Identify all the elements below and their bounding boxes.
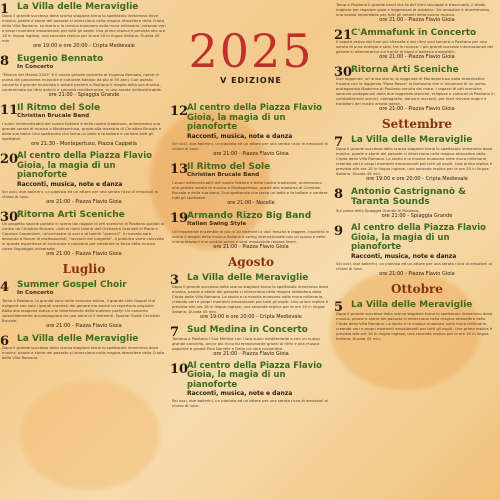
event-card xyxy=(0,2,168,50)
event-card xyxy=(334,135,500,183)
column-right xyxy=(334,0,500,345)
event-subtitle: Racconti, musica, note e danza xyxy=(187,132,293,140)
event-time-place: ore 21:00 - Piazza Flavio Gioia xyxy=(379,270,455,277)
event-description: Sei voci, due ballerini, un pianista ed un attore per una serata ricca di emozioni al chiaro di luna. xyxy=(336,260,492,271)
event-card xyxy=(334,65,500,113)
event-card xyxy=(170,211,332,251)
event-card xyxy=(334,28,500,61)
event-description: Dopo il grande successo della scorsa stagione torna lo spettacolo immersivo dove musica, parole e storie del passato si intrecciano nella magica atmosfera della Cripta della Villa Romana. La storia e la musica muovono nelle mura millenarie, creando veri e propri momenti emozionanti per tutti gli ospiti. Una prima replica è prevista alle ore 18 in lingua inglese, una seconda replica per le ore 20 in lingua italiana. Durata 45 min. xyxy=(172,283,329,314)
column-middle xyxy=(170,104,332,412)
event-day: 5 xyxy=(334,299,344,315)
event-subtitle: Christian Brucale Band xyxy=(17,113,90,119)
event-description: Sul palco della Spiaggia Grande di Positano. xyxy=(336,208,420,213)
event-time-place: ore 21:00 - Piazza Flavio Gioia xyxy=(379,54,455,60)
event-description: Dopo il grande successo della scorsa stagione torna lo spettacolo immersivo dove musica, parole e storie del passato si intrecciano nella magica atmosfera della Cripta della Villa Romana. La storia e la musica muovono nelle mura millenarie, creando veri e propri momenti emozionanti per tutti gli ospiti. Una prima replica è prevista alle ore 18 in lingua inglese, una seconda replica per le ore 20 in lingua italiana. Durata 45 min. xyxy=(336,310,493,341)
event-day: 10 xyxy=(170,361,189,377)
month-heading-luglio: Luglio xyxy=(62,261,106,276)
event-title: Armando Rizzo Big Band xyxy=(187,210,312,221)
event-time-place: ore 21:00 - Nocelle xyxy=(227,199,275,206)
month-heading-settembre: Settembre xyxy=(381,117,453,131)
decor-blot xyxy=(20,380,160,490)
event-description: Torna a Positano, la grande voce nelle versione estiva, il grande coro Gospel che eseguirà non solo i grandi successi del genere ma anche un repertorio originale. Abito alla stagione estiva e al divertimento della summer party! Un concerto splendidamente accompagnato da una band di 5 elementi. Special Guest Christian Brucale. xyxy=(2,297,160,323)
event-description: Sei voci, due ballerini, un pianista ed un attore per una serata ricca di emozioni al chiaro di luna. xyxy=(2,188,158,199)
event-description: Dopo il grande successo della scorsa stagione torna lo spettacolo immersivo dove musica, parole e storie del passato si intrecciano nella magica atmosfera della Cripta della Villa Romana. La storia e la musica muovono nelle mura millenarie, creando veri e propri momenti emozionanti per tutti gli ospiti. Una prima replica è prevista alle ore 18 in lingua inglese, una seconda replica per le ore 20 in lingua italiana. Durata 45 min. xyxy=(2,13,166,43)
event-time-place: ore 21:00 - Piazza Flavio Gioia xyxy=(379,106,455,112)
event-description: Sei voci, due ballerini, un pianista ed un attore per una serata ricca di emozioni al chiaro di luna. xyxy=(172,398,328,408)
event-day: 7 xyxy=(170,324,180,340)
event-title: Al centro della Piazza Flavio Gioia, la magia di un pianoforte xyxy=(351,223,486,252)
event-subtitle: Racconti, musica, note e danza xyxy=(17,180,123,188)
event-description: Dopo il grande successo della scorsa stagione torna lo spettacolo immersivo dove musica, parole e storie del passato si intrecciano nella magica atmosfera della Cripta della Villa Romana. La storia e la musica muovono nelle mura millenarie, creando veri e propri momenti emozionanti per tutti gli ospiti. Una prima replica è prevista alle ore 18 in lingua inglese, una seconda replica per le ore 20 in lingua italiana. Durata 45 min. xyxy=(336,146,493,176)
event-title: Il Ritmo del Sole xyxy=(17,103,101,113)
event-card xyxy=(334,300,500,341)
event-day: 1 xyxy=(0,2,10,17)
event-card xyxy=(0,54,168,99)
event-subtitle: Christian Brucale Band xyxy=(187,171,260,178)
event-time-place: ore 19:00 e ore 20:00 - Cripta Medievale xyxy=(33,43,135,49)
event-title: Ritorna Arti Sceniche xyxy=(351,65,459,75)
event-title: Eugenio Bennato xyxy=(17,54,104,64)
event-card xyxy=(0,280,168,330)
event-time-place: ore 21:00 - Piazza Flavio Gioia xyxy=(213,350,289,357)
event-card xyxy=(334,2,500,24)
event-subtitle: In Concerto xyxy=(17,289,54,296)
event-day: 8 xyxy=(334,187,344,202)
event-description: Sei voci, due ballerini, un pianista ed un attore per una serata ricca di emozioni al chiaro di luna. xyxy=(172,140,328,151)
event-card xyxy=(0,103,168,148)
event-day: 12 xyxy=(170,104,189,119)
event-description: Un progetto sociale portato in scena dai ragazzi di arti sceniche di Positano guidati al centro da Christian Brucale, uniti ai nomi talenti dell'Orchestra Scarlatti di Piano e Carolina Carpentieri, un'orchestra di voci e di talenti "speciali". Il ricavato sarà devoluto a favore di professionisti, "racconti del progetto". Il pubblico verrà coinvolto in questa esperienza di inclusione e passione per celebrare la forza della musica come linguaggio universale. xyxy=(2,220,165,251)
event-description: Torna a Positano il grande band che fa dei ritmi sincopati e trascinanti, il modo migliore per regalare gioia e leggerezza al pubblico. Tra emozioni e divertimento, una serata imperdibile per tutti gli amanti della buona musica. xyxy=(336,2,491,17)
event-day: 7 xyxy=(334,135,344,150)
event-title: Il Ritmo del Sole xyxy=(187,161,271,172)
event-time-place: ore 21:00 - Piazza Flavio Gioia xyxy=(213,150,289,157)
event-card xyxy=(170,162,332,207)
event-description: I suoni indimenticabili del nostro folklore e della nostra tradizione, animeranno una grande serata di musica a Montepertuso, grazie alla maestria di Christian Brucale e della sua band. Uno spettacolo che torna un ballo e fa ballare e cantare tutti gli spettatori. xyxy=(2,121,162,141)
event-title: Al centro della Piazza Flavio Gioia, la magia di un pianoforte xyxy=(17,151,152,180)
event-day: 30 xyxy=(0,209,19,225)
event-title: C'Ammafunk in Concerto xyxy=(351,28,477,38)
event-title: Sud Medina in Concerto xyxy=(187,324,308,335)
event-time-place: ore 21:00 - Piazza Flavio Gioia xyxy=(46,250,122,257)
event-title: Al centro della Piazza Flavio Gioia, la magia di un pianoforte xyxy=(187,360,322,390)
event-subtitle: In Concerto xyxy=(17,64,54,70)
hero xyxy=(176,26,326,85)
event-day: 9 xyxy=(334,224,344,239)
event-time-place: ore 21:00 - Spiaggia Grande xyxy=(48,92,120,98)
event-day: 6 xyxy=(0,333,10,349)
event-description: Tornano a Positano i Sud Medina con i loro suoni mediterranei e con un nuovo grande concerto, ancor più ricco ed emozionante grazie ai ritmi e alla musica popolare e grandi Pino Daniele e Dalla cui sarà consentita. xyxy=(172,335,320,351)
column-left xyxy=(0,0,168,364)
event-day: 20 xyxy=(0,152,19,167)
event-card xyxy=(0,210,168,258)
event-day: 19 xyxy=(170,210,189,226)
event-day: 21 xyxy=(334,28,353,43)
month-heading-agosto: Agosto xyxy=(227,254,274,269)
event-card xyxy=(170,325,332,358)
event-day: 3 xyxy=(170,272,180,288)
event-card xyxy=(0,152,168,206)
event-description: Due leggende, un'unica storia, la leggenda di Montepertuso dalla drammatica fusione con la leggenda "Rosa Rossa" la fantasma che si innamora di un uomo, protagonista Madonna di Positano venuta dal mare. I ragazzi di arti sceniche saranno protagonisti della due leggende storiche, religiose e culturali di Positano in combattimenti scenici, coreografie, danza e racconti, per farci rivivere origini e tradizioni del nostro amato paese. xyxy=(336,76,495,106)
hero-year: 2025 xyxy=(188,24,314,78)
event-day: 8 xyxy=(0,54,10,69)
month-heading-ottobre: Ottobre xyxy=(391,281,443,296)
event-time-place: ore 21:00 - Piazza Flavio Gioia xyxy=(213,243,289,250)
event-description: Un'imponente ensemble di più di 20 elementi e voci fresche e leggere, riporterà in scena il meglio della musica italiana e swing internazionale con un suono e delle interpretazioni mai sentite prima e sarà impossibile restare fermi. xyxy=(172,228,330,244)
event-title: La Villa delle Meraviglie xyxy=(17,333,139,344)
event-time-place: ore 21:00 - Piazza Flavio Gioia xyxy=(46,322,122,329)
event-description: I suoni indimenticabili del nostro folklore e della nostra tradizione, animeranno una grande serata di musica a Montepertuso, grazie alla maestria di Christian Brucale e della sua band. Uno spettacolo che torna un ballo e fa ballare e cantare tutti gli spettatori. xyxy=(172,179,328,200)
event-time-place: ore 21:00 - Piazza Flavio Gioia xyxy=(46,198,122,205)
event-subtitle: Italian Swing Style xyxy=(187,220,247,227)
event-title: Ritorna Arti Sceniche xyxy=(17,209,125,220)
event-title: La Villa delle Meraviglie xyxy=(351,299,473,310)
event-subtitle: Racconti, musica, note e danza xyxy=(351,252,457,260)
event-day: 4 xyxy=(0,279,10,295)
event-card xyxy=(170,273,332,321)
event-title: Al centro della Piazza Flavio Gioia, la magia di un pianoforte xyxy=(187,103,322,132)
event-time-place: ore 19:00 e ore 20:00 - Cripta Medievale xyxy=(200,313,302,320)
event-card xyxy=(334,187,500,220)
event-card xyxy=(170,362,332,409)
event-description: Il sapore estivo del funk più sfrenato e dei ritmi soul tornerà a Positano per una serata di pura energia e stile, tra le musica. I più grandi successi internazionali del genere si alterneranno sul fronte di bassi e batteria irresistibili. xyxy=(336,39,494,54)
event-title: La Villa delle Meraviglie xyxy=(187,272,309,283)
event-title: Summer Gospel Choir xyxy=(17,279,127,290)
event-description: "Musica del Mondo 2025" è il nuovo grande concerto di Eugenio Bennato, nome di punta del panorama musicale e culturale italiano da più di 50 anni. Con questo concerto il grande musicista e autore porterà a Positano il meglio della sua musica, contaminata da ritmi antichi e sonorità mediterranee, in una serata indimenticabile. xyxy=(2,72,163,92)
event-time-place: ore 19:00 e ore 20:00 - Cripta Medievale xyxy=(366,176,468,182)
event-title: La Villa delle Meraviglie xyxy=(351,135,473,145)
event-title: La Villa delle Meraviglie xyxy=(17,2,139,12)
event-day: 13 xyxy=(170,161,189,177)
event-day: 11 xyxy=(0,103,19,118)
event-subtitle: Racconti, musica, note e danza xyxy=(187,390,293,397)
event-day: 30 xyxy=(334,65,353,80)
event-time-place: ore 21:30 - Montepertuso, Piazza Cappella xyxy=(30,141,137,147)
event-time-place: ore 21:00 - Spiaggia Grande xyxy=(381,213,453,219)
event-title: Antonio Castrignanò & Taranta Sounds xyxy=(351,187,467,207)
event-card xyxy=(0,334,168,360)
hero-edition: V EDIZIONE xyxy=(220,76,282,85)
event-time-place: ore 21:00 - Piazza Flavio Gioia xyxy=(379,17,455,23)
event-card xyxy=(170,104,332,158)
event-card xyxy=(334,224,500,278)
event-description: Dopo il grande successo della scorsa stagione torna lo spettacolo immersivo dove musica, parole e storie del passato si intrecciano nella magica atmosfera della Cripta della Villa Romana. xyxy=(2,344,165,360)
